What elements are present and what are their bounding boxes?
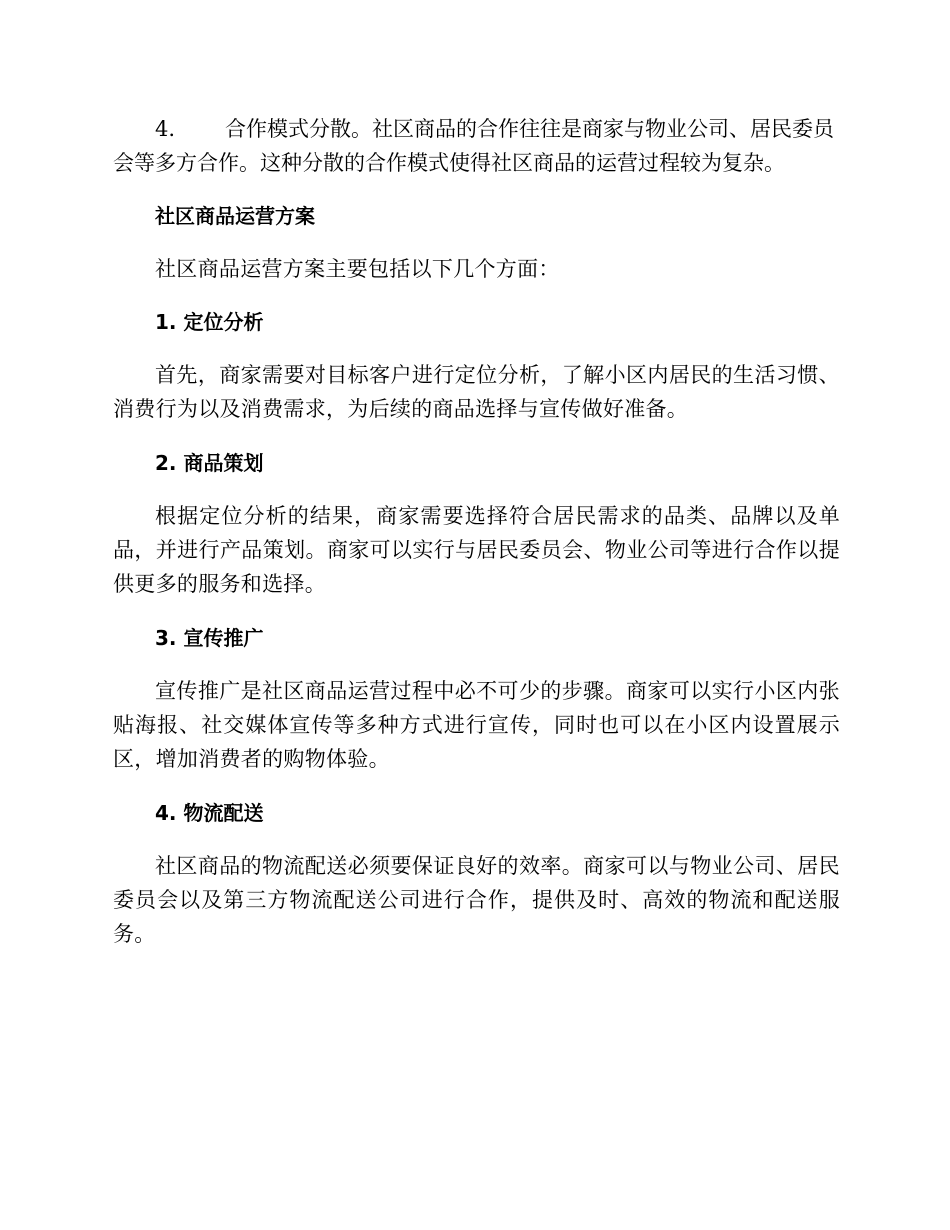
list-item-cooperation [113, 112, 840, 180]
heading-product-planning: 2. 商品策划 [155, 451, 264, 475]
paragraph-promotion: 宣传推广是社区商品运营过程中必不可少的步骤。商家可以实行小区内张贴海报、社交媒体宣传等多种方式进行宣传，同时也可以在小区内设置展示区，增加消费者的购物体验。 [113, 679, 840, 771]
heading-positioning-analysis: 1. 定位分析 [155, 310, 264, 334]
heading-promotion: 3. 宣传推广 [155, 626, 264, 650]
list-item-text: 合作模式分散。社区商品的合作往往是商家与物业公司、居民委员会等多方合作。这种分散的合作模式使得社区商品的运营过程较为复杂。 [113, 117, 834, 175]
paragraph-logistics: 社区商品的物流配送必须要保证良好的效率。商家可以与物业公司、居民委员会以及第三方物流配送公司进行合作，提供及时、高效的物流和配送服务。 [113, 854, 840, 946]
section-intro: 社区商品运营方案主要包括以下几个方面： [155, 257, 560, 281]
paragraph-positioning-analysis: 首先，商家需要对目标客户进行定位分析，了解小区内居民的生活习惯、消费行为以及消费需求，为后续的商品选择与宣传做好准备。 [113, 363, 840, 421]
section-title: 社区商品运营方案 [155, 204, 315, 228]
heading-logistics: 4. 物流配送 [155, 801, 264, 825]
paragraph-product-planning: 根据定位分析的结果，商家需要选择符合居民需求的品类、品牌以及单品，并进行产品策划。商家可以实行与居民委员会、物业公司等进行合作以提供更多的服务和选择。 [113, 504, 840, 596]
list-item-number: 4. [155, 117, 176, 141]
